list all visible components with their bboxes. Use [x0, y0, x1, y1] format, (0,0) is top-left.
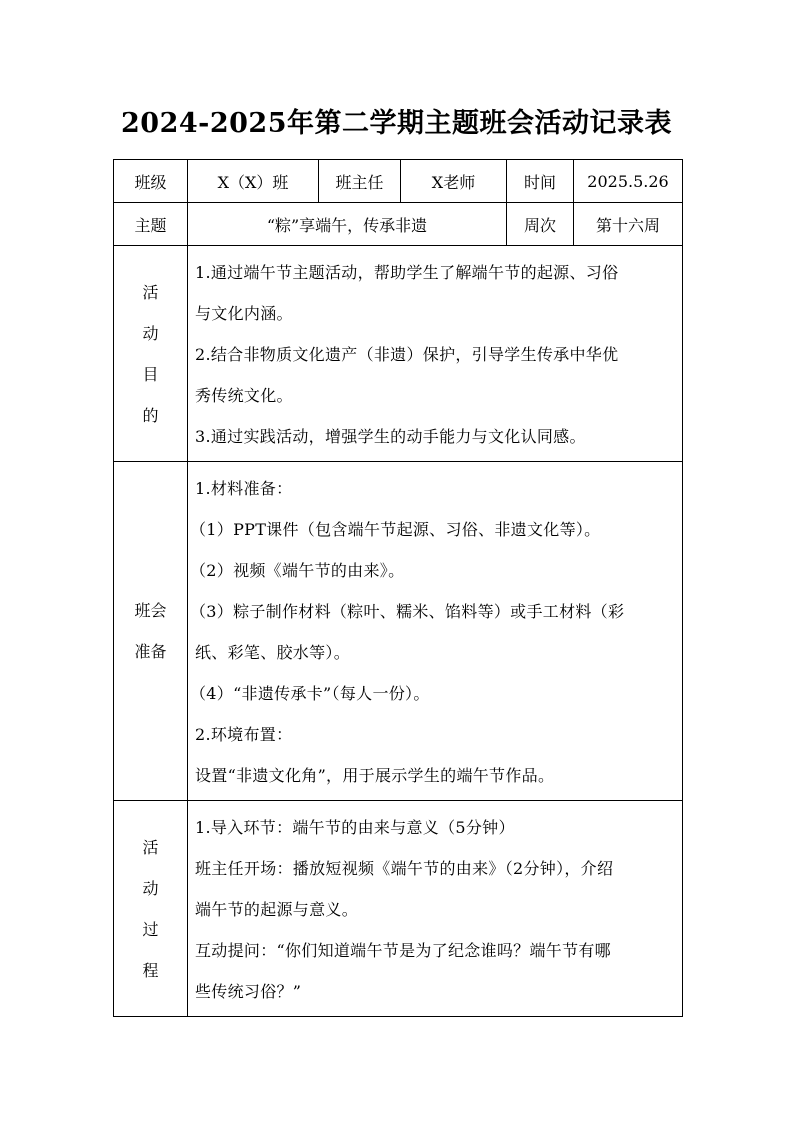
purpose-line: 3.通过实践活动，增强学生的动手能力与文化认同感。 [195, 427, 586, 446]
preparation-row [114, 462, 683, 801]
preparation-line: （3）粽子制作材料（粽叶、糯米、馅料等）或手工材料（彩 [190, 602, 625, 621]
purpose-line: 1.通过端午节主题活动，帮助学生了解端午节的起源、习俗 [195, 263, 619, 282]
purpose-label-char: 活 [142, 282, 159, 302]
topic-label: 主题 [114, 203, 188, 246]
teacher-label: 班主任 [319, 160, 401, 203]
preparation-line: 1.材料准备： [195, 479, 293, 498]
time-value: 2025.5.26 [574, 160, 683, 203]
purpose-row [114, 246, 683, 462]
process-line: 端午节的起源与意义。 [195, 900, 359, 919]
purpose-line: 与文化内涵。 [195, 304, 293, 323]
process-line: 互动提问：“你们知道端午节是为了纪念谁吗？端午节有哪 [195, 941, 611, 960]
class-label: 班级 [114, 160, 188, 203]
purpose-label-char: 动 [142, 323, 159, 343]
purpose-line: 秀传统文化。 [195, 386, 293, 405]
purpose-content [188, 246, 683, 462]
process-label-char: 动 [142, 878, 159, 898]
topic-row [114, 203, 683, 246]
preparation-line: 设置“非遗文化角”，用于展示学生的端午节作品。 [195, 766, 555, 785]
process-line: 班主任开场：播放短视频《端午节的由来》（2分钟），介绍 [195, 859, 614, 878]
preparation-line: 2.环境布置： [195, 725, 293, 744]
purpose-label-char: 目 [142, 364, 159, 384]
preparation-line: 纸、彩笔、胶水等）。 [195, 643, 351, 662]
process-label-char: 活 [142, 837, 159, 857]
preparation-line: （1）PPT课件（包含端午节起源、习俗、非遗文化等）。 [190, 520, 601, 539]
week-value: 第十六周 [574, 203, 683, 246]
purpose-line: 2.结合非物质文化遗产（非遗）保护，引导学生传承中华优 [195, 345, 619, 364]
topic-value: “粽”享端午，传承非遗 [188, 203, 507, 246]
activity-record-table [113, 159, 683, 1017]
preparation-label-text: 班会 [134, 601, 167, 620]
preparation-line: （2）视频《端午节的由来》。 [190, 561, 405, 580]
preparation-label [114, 462, 188, 801]
preparation-label-text: 准备 [134, 642, 167, 661]
purpose-label-char: 的 [142, 405, 159, 425]
class-value: X（X）班 [188, 160, 319, 203]
week-label: 周次 [507, 203, 574, 246]
process-line: 1.导入环节：端午节的由来与意义（5分钟） [195, 818, 515, 837]
process-row [114, 801, 683, 1017]
preparation-line: （4）“非遗传承卡”（每人一份）。 [190, 684, 430, 703]
process-label-char: 过 [142, 919, 159, 939]
process-label [114, 801, 188, 1017]
time-label: 时间 [507, 160, 574, 203]
purpose-label [114, 246, 188, 462]
process-line: 些传统习俗？” [195, 982, 302, 1001]
process-content [188, 801, 683, 1017]
page-title: 2024-2025年第二学期主题班会活动记录表 [121, 108, 672, 139]
teacher-value: X老师 [401, 160, 507, 203]
process-label-char: 程 [142, 960, 159, 980]
preparation-content [188, 462, 683, 801]
header-row [114, 160, 683, 203]
